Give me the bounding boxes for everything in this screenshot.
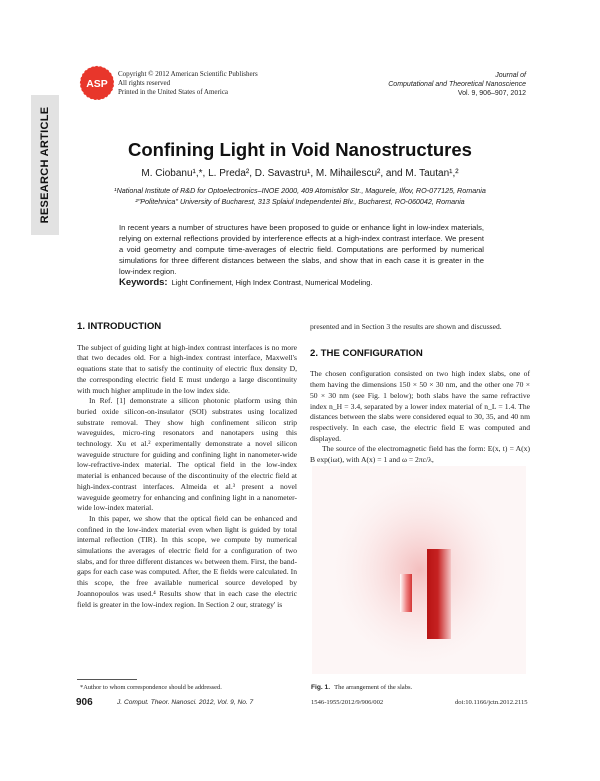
journal-info (388, 71, 526, 98)
paragraph: The chosen configuration consisted on two high index slabs, one of them having the dimensions 150 × 50 × 30 nm, and the other one 70 × 50 × 30 nm (see Fig. 1 below); both slabs have the same refractive index n_H = 3.4, separated by a lower index material of n_L = 1.4. The distances between the slabs were considered equal to 30, 35, and 40 nm respectively. In each case, the electric field E was computed and displayed. (310, 369, 530, 443)
small-slab (400, 574, 412, 612)
paper-title: Confining Light in Void Nanostructures (128, 139, 472, 160)
keywords (119, 277, 499, 288)
journal-volume: Vol. 9, 906–907, 2012 (457, 90, 526, 97)
author-list: M. Ciobanu¹,*, L. Preda², D. Savastru¹, M. Mihailescu², and M. Tautan¹,² (141, 168, 459, 179)
figure-caption (311, 684, 412, 691)
rights-line: All rights reserved (118, 79, 171, 87)
abstract: In recent years a number of structures have been proposed to guide or enhance light in low-index materials, relying on external reflections provided by interference effects at a high-index contrast interface. We present a void geometry and compute time-averages of electric field. Computations are performed by numerical simulations for three different distances between the slabs, and show that in each case it is greater in the low-index region. (119, 223, 484, 276)
field-glow (332, 474, 508, 666)
affiliation-1: ¹National Institute of R&D for Optoelectronics–INOE 2000, 409 Atomistilor Str., Magurele, Ilfov, RO-077125, Romania (114, 186, 486, 195)
sidebar-label: RESEARCH ARTICLE (39, 106, 51, 224)
copyright-line: Copyright © 2012 American Scientific Publishers (118, 70, 258, 78)
right-column (310, 322, 530, 466)
printed-line: Printed in the United States of America (118, 88, 229, 96)
figure-label: Fig. 1. (311, 684, 331, 691)
left-column (77, 322, 297, 610)
section-heading-introduction: 1. INTRODUCTION (77, 321, 162, 332)
journal-name: Computational and Theoretical Nanoscience (388, 81, 526, 88)
copyright-block (118, 70, 258, 97)
paragraph: The source of the electromagnetic field has the form: E(x, t) = A(x) B exp(iωt), with A(x) = 1 and ω = 2πc/λ, (310, 444, 530, 465)
journal-line-1: Journal of (495, 72, 526, 79)
keywords-text: Light Confinement, High Index Contrast, Numerical Modeling. (171, 278, 373, 287)
section-heading-configuration: 2. THE CONFIGURATION (310, 347, 423, 359)
research-article-sidebar (31, 95, 59, 235)
keywords-label: Keywords: (119, 277, 168, 288)
affiliation-2: ²"Politehnica" University of Bucharest, 313 Splaiul Independentei Blv., Bucharest, RO-060042, Romania (135, 197, 465, 206)
logo-text: ASP (86, 78, 108, 90)
large-slab (427, 549, 451, 639)
journal-citation: J. Comput. Theor. Nanosci. 2012, Vol. 9, No. 7 (117, 699, 254, 706)
paragraph: In Ref. [1] demonstrate a silicon photonic platform using thin buried oxide silicon-on-insulator (SOI) substrates using localized substrate removal. They show high confinement silicon strip waveguides, micro-ring resonators and nanotapers using this technology. Xu et al.² experimentally demonstrate a novel silicon waveguide structure for guiding and confining light in nanometer-wide low-refractive-index material. The optical field in the low-index material is enhanced because of the discontinuity of the electric field at high-index-contrast interfaces. Almeida et al.³ present a novel waveguide geometry for enhancing and confining light in a nanometer-wide low-index material. (77, 396, 297, 513)
paragraph-continuation: presented and in Section 3 the results are shown and discussed. (310, 322, 502, 331)
issn: 1546-1955/2012/9/906/002 (311, 699, 384, 706)
paragraph: In this paper, we show that the optical field can be enhanced and confined in the low-index material even when light is guided by total internal reflection (TIR). In this scope, we compute by numerical simulations the averages of electric field for a configuration of two slabs, and for three different distances wₛ between them. First, the band-gaps for each case was computed. After, the E fields were calculated. In this scope, the free available numerical source developed by Joannopoulos was used.⁴ Results show that in each case the electric field is greater in the low-index region. In Section 2 our, strategy' is (77, 513, 297, 609)
paragraph: The subject of guiding light at high-index contrast interfaces is no more that two decades old. For a high-index contrast interface, Maxwell's equations state that to satisfy the continuity of electric flux density D, the corresponding electric field E must undergo a large discontinuity with much higher amplitude in the low index side. (77, 342, 297, 395)
figure-slab-arrangement (312, 466, 526, 674)
figure-caption-text: The arrangement of the slabs. (334, 684, 413, 691)
doi: doi:10.1166/jctn.2012.2115 (455, 699, 528, 706)
page-number: 906 (76, 697, 93, 708)
footnote-divider (77, 679, 137, 680)
asp-logo (78, 64, 116, 102)
footnote: *Author to whom correspondence should be addressed. (80, 684, 222, 691)
